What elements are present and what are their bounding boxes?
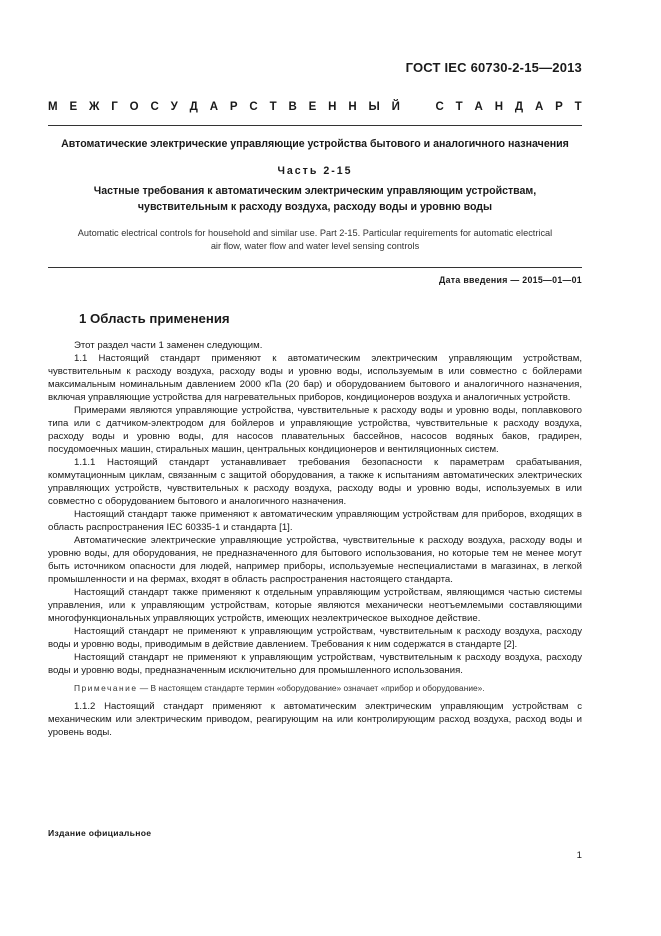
paragraph: Настоящий стандарт также применяют к отдельным управляющим устройствам, являющимся частью системы управления, или к управляющим устройствам, которые являются механически неотъемлемыми составляющими многофункциональных управляющих устройств, имеющих неэлектрическое выходное действие.: [48, 587, 582, 624]
note-label: Примечание: [74, 683, 138, 693]
introduction-date: Дата введения — 2015—01—01: [439, 275, 582, 285]
paragraph: Настоящий стандарт не применяют к управляющим устройствам, чувствительным к расходу воздуха, расходу воды и уровню воды, предназначенным исключительно для промышленного использования.: [48, 652, 582, 676]
divider-top: [48, 125, 582, 126]
divider-bottom: [48, 267, 582, 268]
standard-code: ГОСТ IEC 60730-2-15—2013: [405, 60, 582, 75]
section-body: [48, 339, 582, 739]
standard-kind: М Е Ж Г О С У Д А Р С Т В Е Н Н Ы Й С Т А Н Д А Р Т: [48, 101, 582, 113]
paragraph: Настоящий стандарт также применяют к автоматическим управляющим устройствам для приборов, входящих в область распространения IEC 60335-1 и стандарта [1].: [48, 509, 582, 533]
paragraph: Примерами являются управляющие устройства, чувствительные к расходу воды и уровню воды, поплавкового типа или с датчиком-электродом для бойлеров и управляющие устройства, чувствительные к расходу воздуха, расходу воды и уровню воды, для насосов плавательных бассейнов, насосов водяных баков, градирен, посудомоечных машин, стиральных машин, центральных кондиционеров и вентиляционных систем.: [48, 405, 582, 455]
note-text: — В настоящем стандарте термин «оборудование» означает «прибор и оборудование».: [137, 683, 485, 693]
paragraph: Настоящий стандарт не применяют к управляющим устройствам, чувствительным к расходу воздуха, расходу воды и уровню воды, приводимым в действие давлением. Требования к ним содержатся в стандарте [2].: [48, 626, 582, 650]
part-label: Часть 2-15: [277, 165, 353, 177]
document-subtitle: Частные требования к автоматическим электрическим управляющим устройствам, чувствительным к расходу воздуха, расходу воды и уровню воды: [93, 185, 537, 213]
section-heading: 1 Область применения: [79, 311, 230, 326]
document-title: Автоматические электрические управляющие устройства бытового и аналогичного назначения: [61, 138, 569, 150]
paragraph: Автоматические электрические управляющие устройства, чувствительные к расходу воздуха, расходу воды и уровню воды, для оборудования, не предназначенного для бытового использования, но которые тем не менее могут быть источником опасности для людей, например приборы, используемые неспециалистами в магазинах, в легкой промышленности и на фермах, входят в область распространения настоящего стандарта.: [48, 535, 582, 585]
note: [48, 682, 582, 695]
page-number: 1: [576, 850, 582, 861]
english-title: Automatic electrical controls for household and similar use. Part 2-15. Particular requirements for automatic electrical air flow, water flow and water level sensing controls: [77, 228, 553, 251]
paragraph: 1.1.1 Настоящий стандарт устанавливает требования безопасности к параметрам срабатывания, коммутационным циклам, связанным с защитой оборудования, а также к испытаниям автоматических электрических управляющих устройств, чувствительных к расходу воздуха, расходу воды и уровню воды, используемых в или совместно с оборудованием бытового и аналогичного назначения.: [48, 457, 582, 507]
paragraph: Этот раздел части 1 заменен следующим.: [74, 340, 263, 351]
paragraph: 1.1 Настоящий стандарт применяют к автоматическим электрическим управляющим устройствам, чувствительным к расходу воздуха, расходу воды и уровню воды, используемым в или совместно с бойлерами максимальным номинальным давлением 2000 кПа (20 бар) и оборудованием бытового и аналогичного назначения, включая управляющие устройства для нагревательных приборов, кондиционеров воздуха и аналогичных устройств.: [48, 353, 582, 403]
edition-label: Издание официальное: [48, 828, 152, 838]
paragraph: 1.1.2 Настоящий стандарт применяют к автоматическим электрическим управляющим устройствам с механическим или электрическим приводом, реагирующим на или контролирующим расход воздуха, расход воды и уровень воды.: [48, 701, 582, 738]
